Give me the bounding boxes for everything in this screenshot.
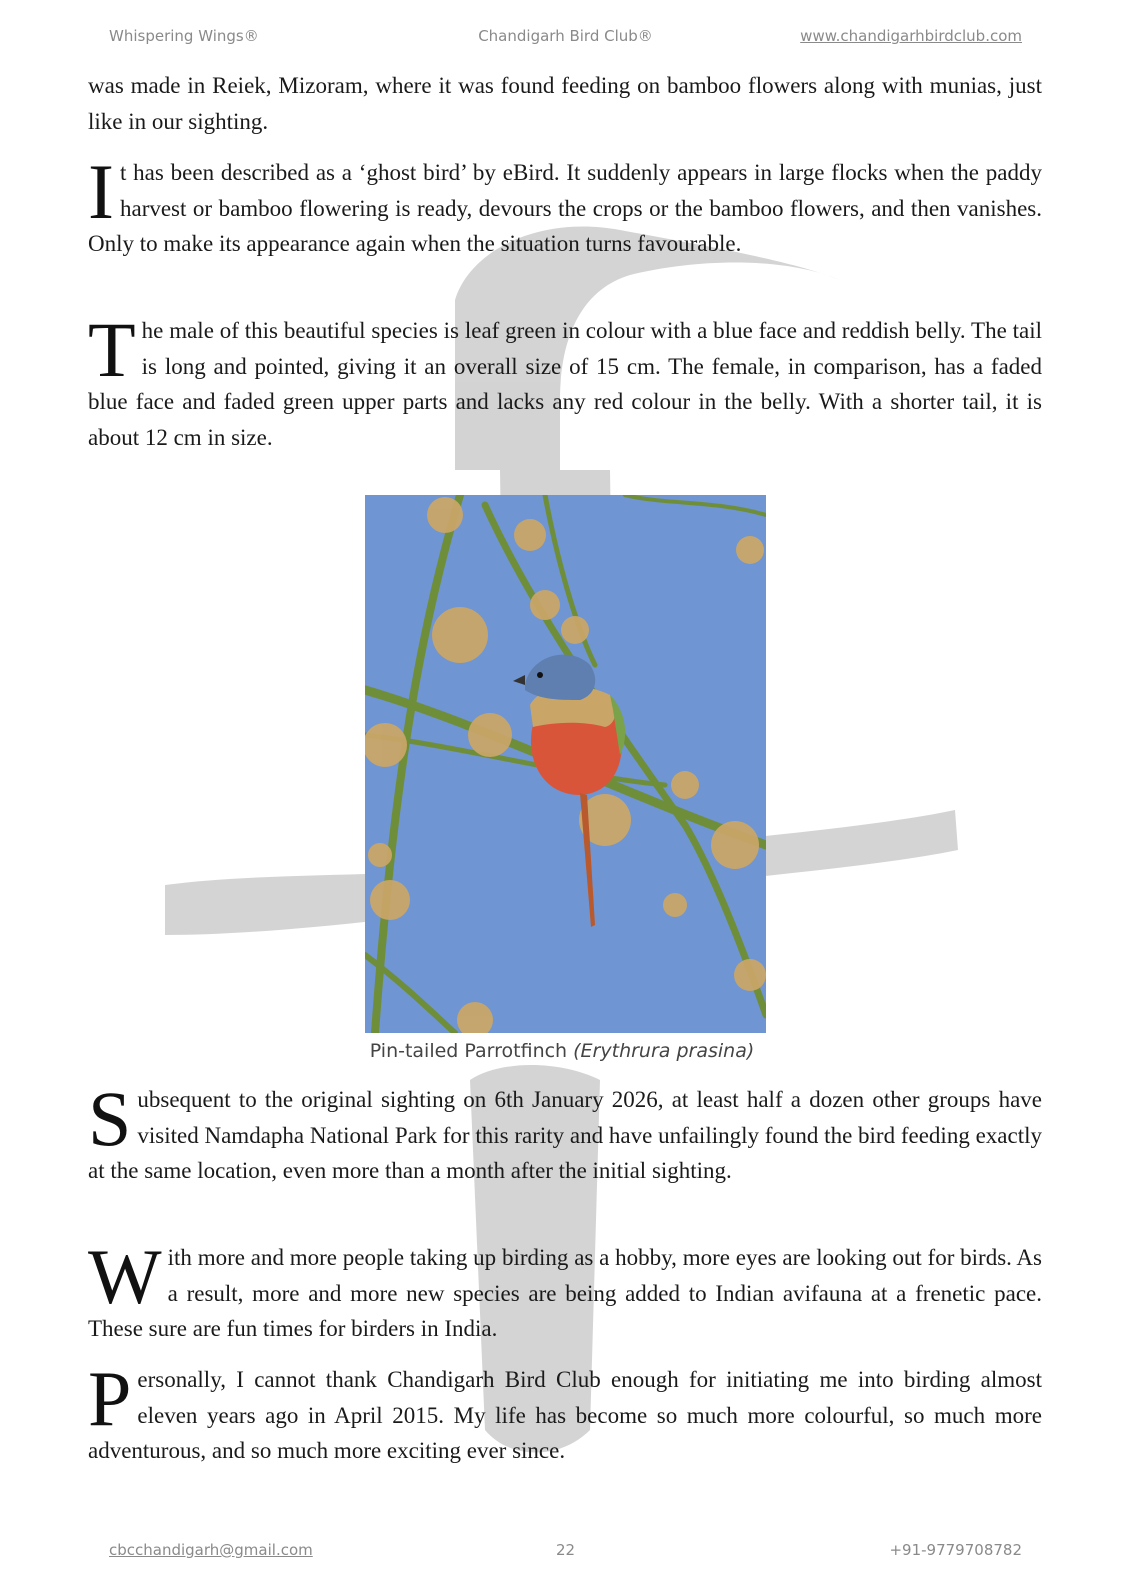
page-footer <box>109 1541 1022 1559</box>
website-link[interactable]: www.chandigarhbirdclub.com <box>800 27 1022 45</box>
magazine-name: Whispering Wings® <box>109 27 259 45</box>
paragraph-3 <box>88 306 1042 455</box>
drop-cap: S <box>88 1075 132 1162</box>
caption-scientific-name: (Erythrura prasina) <box>573 1040 755 1062</box>
paragraph-text: ith more and more people taking up birding as a hobby, more eyes are looking out for birds. As a result, more and more new species are being added to Indian avifauna at a frenetic pace. These sure are fun times for birders in India. <box>88 1245 1042 1341</box>
drop-cap: W <box>88 1233 162 1320</box>
page-number: 22 <box>555 1541 576 1559</box>
phone-number: +91-9779708782 <box>889 1541 1022 1559</box>
caption-common-name: Pin-tailed Parrotfinch <box>369 1040 574 1062</box>
paragraph-text: t has been described as a ‘ghost bird’ by eBird. It suddenly appears in large flocks when the paddy harvest or bamboo flowering is ready, devours the crops or the bamboo flowers, and then vanishes. Only to make its appearance again when the situation turns favourable. <box>88 160 1042 256</box>
paragraph-6 <box>88 1355 1042 1469</box>
paragraph-1 <box>88 68 1042 139</box>
paragraph-text: was made in Reiek, Mizoram, where it was found feeding on bamboo flowers along with munias, just like in our sighting. <box>88 73 1042 134</box>
club-name: Chandigarh Bird Club® <box>478 27 653 45</box>
drop-cap: P <box>88 1355 132 1442</box>
paragraph-text: ubsequent to the original sighting on 6th January 2026, at least half a dozen other groups have visited Namdapha National Park for this rarity and have unfailingly found the bird feeding exactly at the same location, even more than a month after the initial sighting. <box>88 1087 1042 1183</box>
bird-photo <box>365 495 766 1033</box>
photo-caption <box>0 1040 1124 1062</box>
drop-cap: T <box>88 306 136 393</box>
paragraph-4 <box>88 1075 1042 1189</box>
email-link[interactable]: cbcchandigarh@gmail.com <box>109 1541 313 1559</box>
paragraph-2 <box>88 148 1042 262</box>
paragraph-text: he male of this beautiful species is leaf green in colour with a blue face and reddish belly. The tail is long and pointed, giving it an overall size of 15 cm. The female, in comparison, has a faded blue face and faded green upper parts and lacks any red colour in the belly. With a shorter tail, it is about 12 cm in size. <box>88 318 1042 450</box>
paragraph-5 <box>88 1233 1042 1347</box>
paragraph-text: ersonally, I cannot thank Chandigarh Bird Club enough for initiating me into birding almost eleven years ago in April 2015. My life has become so much more colourful, so much more adventurous, and so much more exciting ever since. <box>88 1367 1042 1463</box>
drop-cap: I <box>88 148 114 235</box>
